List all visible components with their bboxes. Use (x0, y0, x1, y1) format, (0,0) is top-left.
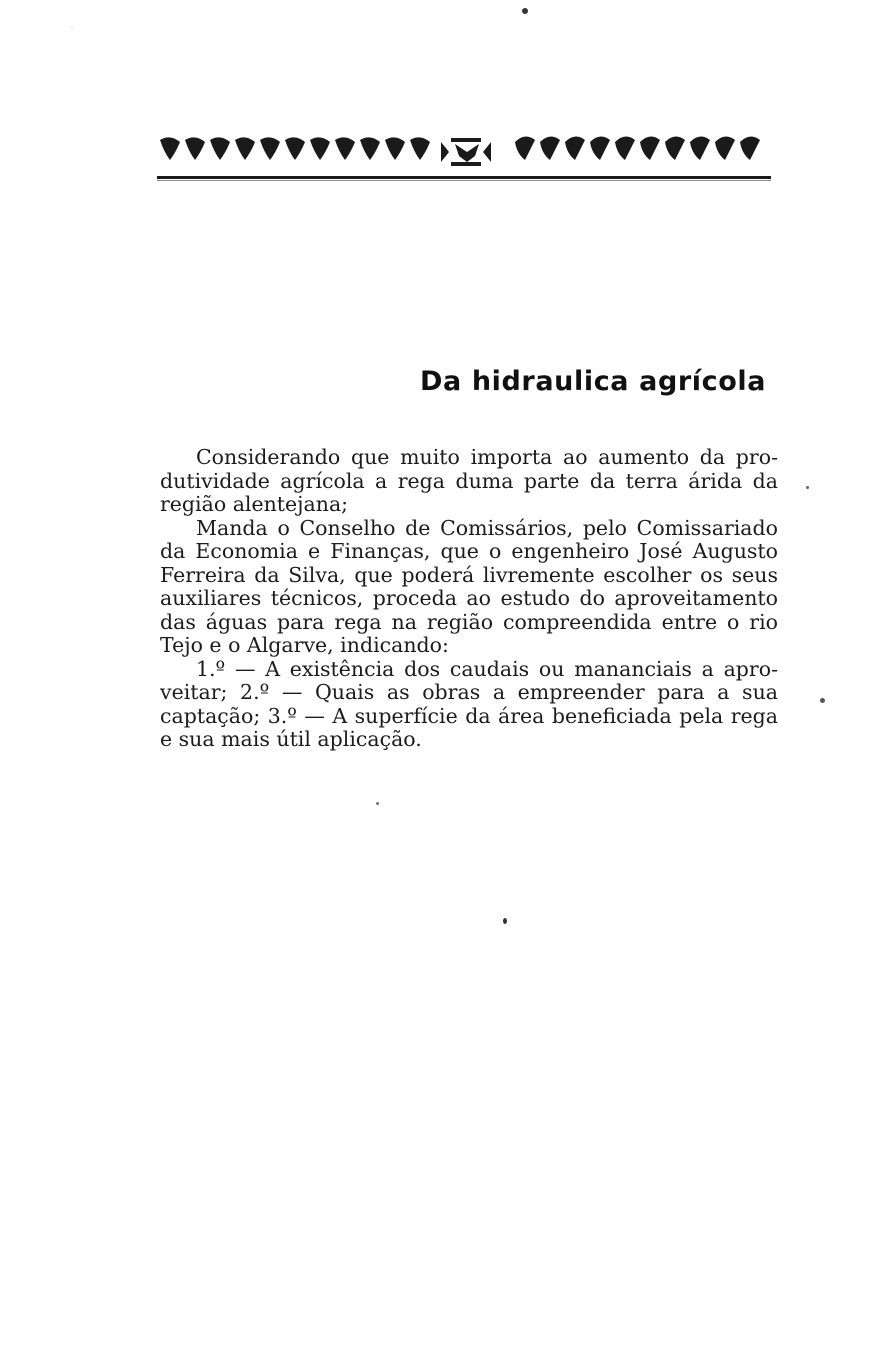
text-line: das águas para rega na região compreendida entre o rio (160, 610, 778, 634)
text-line: Considerando que muito importa ao aumento da pro- (196, 446, 778, 469)
ornament-underline (157, 176, 771, 179)
ink-speck (522, 8, 528, 14)
ink-speck (820, 698, 825, 703)
ink-speck (806, 486, 809, 489)
ornament-right-leaves (515, 136, 760, 160)
ornament-center-motif (441, 138, 491, 166)
text-line: Tejo e o Algarve, indicando: (160, 634, 449, 657)
ink-speck (376, 802, 379, 805)
text-line: Ferreira da Silva, que poderá livremente escolher os seus (160, 563, 778, 587)
body-text (160, 446, 778, 752)
text-line: auxiliares técnicos, proceda ao estudo do aproveitamento (160, 587, 778, 610)
text-line: região alentejana; (160, 493, 349, 516)
section-title: Da hidraulica agrícola (420, 366, 767, 397)
decorative-ornament-band (155, 128, 775, 188)
ink-speck (503, 918, 507, 924)
text-line: e sua mais útil aplicação. (160, 728, 422, 751)
text-line: captação; 3.º — A superfície da área beneficiada pela rega (160, 704, 778, 728)
text-line: dutividade agrícola a rega duma parte da terra árida da (160, 469, 778, 493)
text-line: Manda o Conselho de Comissários, pelo Comissariado (196, 516, 778, 540)
text-line: veitar; 2.º — Quais as obras a empreender para a sua (160, 681, 778, 704)
text-line: 1.º — A existência dos caudais ou mananciais a apro- (196, 657, 778, 681)
text-line: da Economia e Finanças, que o engenheiro José Augusto (160, 540, 778, 563)
ornament-left-leaves (160, 137, 430, 160)
